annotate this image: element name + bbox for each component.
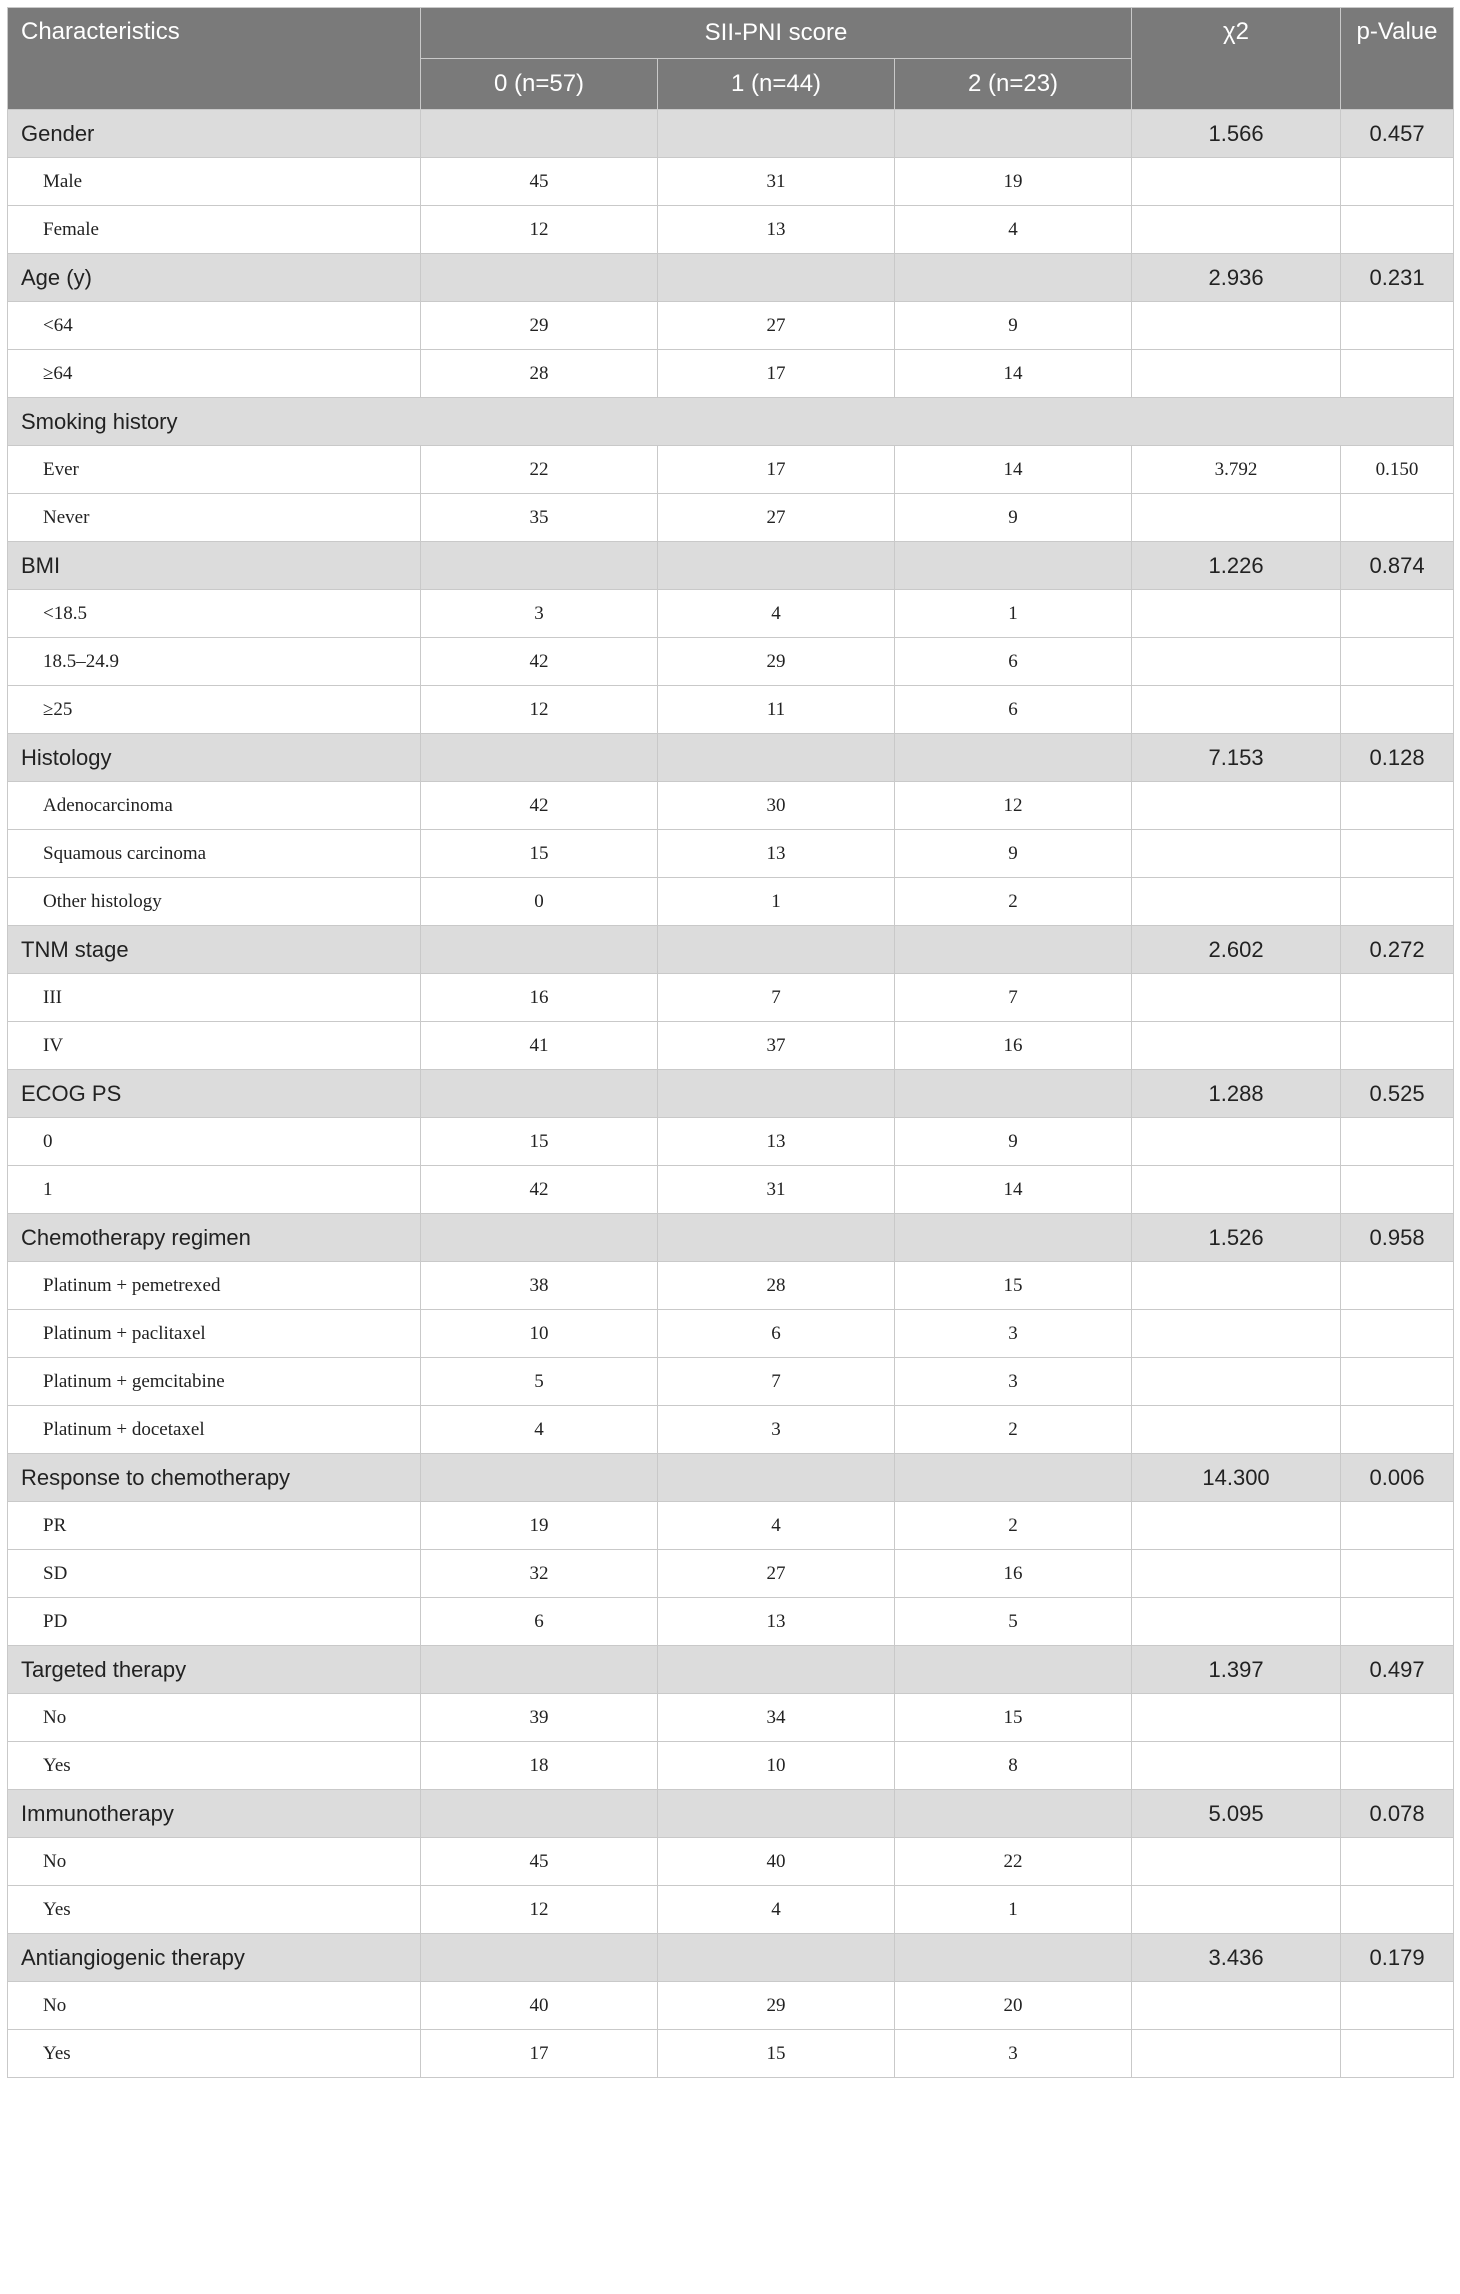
cell-score-2: 1 (895, 590, 1132, 638)
cell-score-1 (658, 1454, 895, 1502)
cell-chi2: 1.526 (1132, 1214, 1341, 1262)
cell-score-1: 27 (658, 302, 895, 350)
category-label: Antiangiogenic therapy (8, 1934, 421, 1982)
cell-score-1 (658, 1646, 895, 1694)
cell-score-1: 13 (658, 1118, 895, 1166)
cell-score-0: 17 (421, 2030, 658, 2078)
cell-score-0: 42 (421, 782, 658, 830)
cell-pvalue (1341, 1310, 1454, 1358)
category-label: Histology (8, 734, 421, 782)
cell-chi2 (1132, 1406, 1341, 1454)
cell-score-2: 14 (895, 1166, 1132, 1214)
cell-score-1: 10 (658, 1742, 895, 1790)
cell-chi2 (1132, 1262, 1341, 1310)
cell-score-1: 13 (658, 206, 895, 254)
cell-score-0 (421, 1646, 658, 1694)
cell-score-1: 34 (658, 1694, 895, 1742)
table-row (8, 638, 1454, 686)
cell-pvalue: 0.231 (1341, 254, 1454, 302)
cell-score-2: 14 (895, 446, 1132, 494)
cell-score-1: 30 (658, 782, 895, 830)
cell-pvalue (1341, 590, 1454, 638)
table-row (8, 1406, 1454, 1454)
cell-score-0: 45 (421, 1838, 658, 1886)
cell-pvalue (1341, 878, 1454, 926)
cell-score-2: 7 (895, 974, 1132, 1022)
row-label: Yes (8, 1886, 421, 1934)
row-label: Ever (8, 446, 421, 494)
cell-chi2 (1132, 1166, 1341, 1214)
row-label: Yes (8, 2030, 421, 2078)
row-label: Squamous carcinoma (8, 830, 421, 878)
table-row (8, 1358, 1454, 1406)
table-row (8, 2030, 1454, 2078)
cell-chi2 (1132, 1838, 1341, 1886)
cell-score-0: 5 (421, 1358, 658, 1406)
table-row (8, 686, 1454, 734)
cell-score-2: 3 (895, 1358, 1132, 1406)
cell-chi2 (1132, 638, 1341, 686)
cell-score-1 (658, 1934, 895, 1982)
cell-score-2: 2 (895, 1406, 1132, 1454)
table-row (8, 590, 1454, 638)
cell-pvalue (1341, 1982, 1454, 2030)
table-row (8, 1694, 1454, 1742)
cell-pvalue (1341, 350, 1454, 398)
cell-score-0: 10 (421, 1310, 658, 1358)
row-label: Female (8, 206, 421, 254)
cell-score-2 (895, 254, 1132, 302)
table-row (8, 1886, 1454, 1934)
cell-score-2: 9 (895, 494, 1132, 542)
row-label: 1 (8, 1166, 421, 1214)
table-row (8, 1502, 1454, 1550)
cell-pvalue (1341, 1118, 1454, 1166)
cell-pvalue (1341, 1742, 1454, 1790)
cell-chi2 (1132, 1118, 1341, 1166)
cell-pvalue (1341, 158, 1454, 206)
cell-pvalue: 0.497 (1341, 1646, 1454, 1694)
cell-chi2 (1132, 1502, 1341, 1550)
cell-chi2: 2.936 (1132, 254, 1341, 302)
cell-score-0: 35 (421, 494, 658, 542)
cell-score-1: 13 (658, 830, 895, 878)
cell-pvalue: 0.006 (1341, 1454, 1454, 1502)
cell-score-1: 31 (658, 1166, 895, 1214)
cell-score-2 (895, 542, 1132, 590)
cell-pvalue (1341, 638, 1454, 686)
cell-score-0 (421, 1934, 658, 1982)
cell-pvalue (1341, 1838, 1454, 1886)
cell-score-0: 12 (421, 206, 658, 254)
cell-score-0: 38 (421, 1262, 658, 1310)
cell-chi2 (1132, 1598, 1341, 1646)
cell-chi2: 1.397 (1132, 1646, 1341, 1694)
cell-score-0: 22 (421, 446, 658, 494)
cell-score-1 (658, 110, 895, 158)
cell-score-0: 3 (421, 590, 658, 638)
header-characteristics: Characteristics (8, 8, 421, 110)
cell-chi2 (1132, 206, 1341, 254)
cell-score-1: 4 (658, 590, 895, 638)
category-label: BMI (8, 542, 421, 590)
cell-score-1: 17 (658, 350, 895, 398)
row-label: <18.5 (8, 590, 421, 638)
header-pvalue: p-Value (1341, 8, 1454, 110)
cell-pvalue: 0.128 (1341, 734, 1454, 782)
cell-score-0: 18 (421, 1742, 658, 1790)
cell-score-1: 4 (658, 1502, 895, 1550)
cell-score-0: 32 (421, 1550, 658, 1598)
cell-chi2 (1132, 1742, 1341, 1790)
cell-score-2 (895, 1070, 1132, 1118)
cell-pvalue (1341, 1406, 1454, 1454)
table-row (8, 1598, 1454, 1646)
cell-score-0: 12 (421, 1886, 658, 1934)
cell-score-1: 31 (658, 158, 895, 206)
table-body (8, 110, 1454, 2078)
cell-score-2 (895, 734, 1132, 782)
cell-chi2 (1132, 1886, 1341, 1934)
table-row (8, 1022, 1454, 1070)
cell-chi2 (1132, 158, 1341, 206)
cell-score-2: 6 (895, 686, 1132, 734)
cell-score-1: 7 (658, 974, 895, 1022)
cell-pvalue (1341, 1694, 1454, 1742)
row-label: PD (8, 1598, 421, 1646)
cell-chi2: 1.288 (1132, 1070, 1341, 1118)
cell-pvalue: 0.874 (1341, 542, 1454, 590)
cell-score-2: 2 (895, 878, 1132, 926)
cell-score-1 (658, 926, 895, 974)
cell-score-0: 4 (421, 1406, 658, 1454)
cell-pvalue: 0.150 (1341, 446, 1454, 494)
cell-pvalue (1341, 302, 1454, 350)
row-label: Platinum + gemcitabine (8, 1358, 421, 1406)
category-label: Chemotherapy regimen (8, 1214, 421, 1262)
cell-score-2 (895, 1934, 1132, 1982)
category-label: Response to chemotherapy (8, 1454, 421, 1502)
cell-score-1: 29 (658, 638, 895, 686)
cell-pvalue (1341, 1262, 1454, 1310)
table-row (8, 206, 1454, 254)
cell-score-0: 15 (421, 1118, 658, 1166)
row-label: 0 (8, 1118, 421, 1166)
cell-score-0: 39 (421, 1694, 658, 1742)
cell-score-1 (658, 1214, 895, 1262)
cell-score-2: 22 (895, 1838, 1132, 1886)
cell-score-2: 8 (895, 1742, 1132, 1790)
cell-chi2 (1132, 830, 1341, 878)
cell-score-2 (895, 110, 1132, 158)
table-category-row (8, 1214, 1454, 1262)
category-label: Smoking history (8, 398, 1454, 446)
cell-score-1 (658, 1790, 895, 1838)
cell-score-0 (421, 110, 658, 158)
table-row (8, 494, 1454, 542)
cell-chi2: 1.566 (1132, 110, 1341, 158)
cell-score-1: 13 (658, 1598, 895, 1646)
category-label: Age (y) (8, 254, 421, 302)
cell-pvalue (1341, 782, 1454, 830)
cell-score-0: 6 (421, 1598, 658, 1646)
row-label: PR (8, 1502, 421, 1550)
cell-chi2 (1132, 1022, 1341, 1070)
cell-score-2: 19 (895, 158, 1132, 206)
cell-score-0 (421, 1790, 658, 1838)
cell-score-2 (895, 1790, 1132, 1838)
table-row (8, 1838, 1454, 1886)
cell-pvalue: 0.958 (1341, 1214, 1454, 1262)
row-label: IV (8, 1022, 421, 1070)
table-row (8, 830, 1454, 878)
row-label: Yes (8, 1742, 421, 1790)
cell-pvalue (1341, 494, 1454, 542)
cell-chi2 (1132, 1694, 1341, 1742)
cell-score-0: 29 (421, 302, 658, 350)
cell-chi2: 3.436 (1132, 1934, 1341, 1982)
header-score-0: 0 (n=57) (421, 59, 658, 110)
cell-chi2 (1132, 1982, 1341, 2030)
cell-score-0 (421, 734, 658, 782)
row-label: No (8, 1982, 421, 2030)
cell-score-0: 12 (421, 686, 658, 734)
table-row (8, 1166, 1454, 1214)
cell-pvalue: 0.457 (1341, 110, 1454, 158)
cell-score-2 (895, 926, 1132, 974)
cell-score-0 (421, 254, 658, 302)
table-category-row (8, 734, 1454, 782)
category-label: Immunotherapy (8, 1790, 421, 1838)
row-label: No (8, 1838, 421, 1886)
cell-pvalue: 0.272 (1341, 926, 1454, 974)
cell-chi2 (1132, 974, 1341, 1022)
cell-chi2: 5.095 (1132, 1790, 1341, 1838)
cell-score-1: 27 (658, 1550, 895, 1598)
row-label: 18.5–24.9 (8, 638, 421, 686)
cell-chi2: 2.602 (1132, 926, 1341, 974)
cell-pvalue (1341, 2030, 1454, 2078)
row-label: Platinum + docetaxel (8, 1406, 421, 1454)
cell-score-1: 28 (658, 1262, 895, 1310)
cell-score-0 (421, 1214, 658, 1262)
table-category-row (8, 254, 1454, 302)
table-row (8, 1982, 1454, 2030)
cell-score-2: 14 (895, 350, 1132, 398)
table-category-row (8, 542, 1454, 590)
row-label: Never (8, 494, 421, 542)
cell-score-1: 4 (658, 1886, 895, 1934)
characteristics-table (7, 7, 1454, 2078)
cell-score-2: 16 (895, 1022, 1132, 1070)
table-category-row (8, 926, 1454, 974)
cell-score-0: 19 (421, 1502, 658, 1550)
row-label: Other histology (8, 878, 421, 926)
cell-score-2: 1 (895, 1886, 1132, 1934)
cell-pvalue: 0.078 (1341, 1790, 1454, 1838)
cell-score-2: 12 (895, 782, 1132, 830)
cell-chi2 (1132, 494, 1341, 542)
cell-score-1: 11 (658, 686, 895, 734)
table-category-row (8, 1454, 1454, 1502)
cell-score-0: 16 (421, 974, 658, 1022)
cell-chi2 (1132, 1310, 1341, 1358)
cell-chi2 (1132, 878, 1341, 926)
table-row (8, 1550, 1454, 1598)
cell-chi2 (1132, 590, 1341, 638)
header-score-1: 1 (n=44) (658, 59, 895, 110)
table-row (8, 446, 1454, 494)
cell-pvalue (1341, 1598, 1454, 1646)
cell-chi2: 1.226 (1132, 542, 1341, 590)
row-label: ≥64 (8, 350, 421, 398)
category-label: Targeted therapy (8, 1646, 421, 1694)
cell-chi2: 14.300 (1132, 1454, 1341, 1502)
cell-score-2 (895, 1454, 1132, 1502)
table-row (8, 158, 1454, 206)
cell-score-1: 1 (658, 878, 895, 926)
row-label: No (8, 1694, 421, 1742)
cell-score-2: 2 (895, 1502, 1132, 1550)
table-row (8, 302, 1454, 350)
cell-score-2: 16 (895, 1550, 1132, 1598)
cell-score-2: 3 (895, 1310, 1132, 1358)
cell-chi2 (1132, 1358, 1341, 1406)
cell-chi2: 7.153 (1132, 734, 1341, 782)
table-category-row (8, 1646, 1454, 1694)
cell-score-0 (421, 1454, 658, 1502)
cell-chi2 (1132, 686, 1341, 734)
cell-score-0: 15 (421, 830, 658, 878)
row-label: ≥25 (8, 686, 421, 734)
table-category-row (8, 110, 1454, 158)
cell-pvalue: 0.525 (1341, 1070, 1454, 1118)
cell-score-2: 9 (895, 1118, 1132, 1166)
row-label: Platinum + paclitaxel (8, 1310, 421, 1358)
cell-score-0 (421, 1070, 658, 1118)
cell-score-2: 4 (895, 206, 1132, 254)
cell-score-2: 3 (895, 2030, 1132, 2078)
table-row (8, 1262, 1454, 1310)
table-row (8, 974, 1454, 1022)
cell-chi2 (1132, 2030, 1341, 2078)
cell-score-0: 0 (421, 878, 658, 926)
cell-score-0: 28 (421, 350, 658, 398)
header-group: SII-PNI score (421, 8, 1132, 59)
header-score-2: 2 (n=23) (895, 59, 1132, 110)
cell-score-2: 9 (895, 830, 1132, 878)
row-label: SD (8, 1550, 421, 1598)
cell-pvalue (1341, 1550, 1454, 1598)
table-category-row (8, 1070, 1454, 1118)
cell-score-1 (658, 542, 895, 590)
cell-chi2: 3.792 (1132, 446, 1341, 494)
cell-score-0: 41 (421, 1022, 658, 1070)
cell-score-2 (895, 1214, 1132, 1262)
table-row (8, 878, 1454, 926)
cell-pvalue (1341, 1022, 1454, 1070)
cell-pvalue (1341, 1166, 1454, 1214)
cell-score-1 (658, 1070, 895, 1118)
cell-score-0 (421, 542, 658, 590)
cell-score-0: 42 (421, 638, 658, 686)
row-label: Male (8, 158, 421, 206)
cell-score-2: 9 (895, 302, 1132, 350)
cell-pvalue (1341, 1886, 1454, 1934)
cell-score-2: 20 (895, 1982, 1132, 2030)
category-label: TNM stage (8, 926, 421, 974)
table-header (8, 8, 1454, 110)
cell-score-1: 17 (658, 446, 895, 494)
table-row (8, 1118, 1454, 1166)
cell-score-2: 15 (895, 1694, 1132, 1742)
cell-chi2 (1132, 782, 1341, 830)
cell-score-1 (658, 254, 895, 302)
cell-pvalue (1341, 1502, 1454, 1550)
cell-pvalue (1341, 830, 1454, 878)
cell-score-2 (895, 1646, 1132, 1694)
cell-score-2: 6 (895, 638, 1132, 686)
row-label: III (8, 974, 421, 1022)
row-label: <64 (8, 302, 421, 350)
cell-score-1: 37 (658, 1022, 895, 1070)
cell-score-1: 6 (658, 1310, 895, 1358)
cell-pvalue (1341, 686, 1454, 734)
cell-score-2: 5 (895, 1598, 1132, 1646)
cell-score-1: 15 (658, 2030, 895, 2078)
table-row (8, 1310, 1454, 1358)
cell-score-1: 29 (658, 1982, 895, 2030)
category-label: Gender (8, 110, 421, 158)
cell-chi2 (1132, 350, 1341, 398)
table-category-row (8, 1934, 1454, 1982)
table-row (8, 350, 1454, 398)
cell-score-1 (658, 734, 895, 782)
table-row (8, 782, 1454, 830)
row-label: Platinum + pemetrexed (8, 1262, 421, 1310)
cell-score-0: 45 (421, 158, 658, 206)
row-label: Adenocarcinoma (8, 782, 421, 830)
cell-pvalue: 0.179 (1341, 1934, 1454, 1982)
header-chi2: χ2 (1132, 8, 1341, 110)
cell-chi2 (1132, 302, 1341, 350)
cell-pvalue (1341, 1358, 1454, 1406)
table-row (8, 1742, 1454, 1790)
cell-score-0: 42 (421, 1166, 658, 1214)
table-category-row (8, 1790, 1454, 1838)
cell-pvalue (1341, 206, 1454, 254)
cell-score-0: 40 (421, 1982, 658, 2030)
cell-pvalue (1341, 974, 1454, 1022)
category-label: ECOG PS (8, 1070, 421, 1118)
table-category-row (8, 398, 1454, 446)
cell-score-0 (421, 926, 658, 974)
cell-chi2 (1132, 1550, 1341, 1598)
cell-score-2: 15 (895, 1262, 1132, 1310)
cell-score-1: 40 (658, 1838, 895, 1886)
cell-score-1: 27 (658, 494, 895, 542)
cell-score-1: 3 (658, 1406, 895, 1454)
cell-score-1: 7 (658, 1358, 895, 1406)
characteristics-table-container (7, 7, 1453, 2078)
